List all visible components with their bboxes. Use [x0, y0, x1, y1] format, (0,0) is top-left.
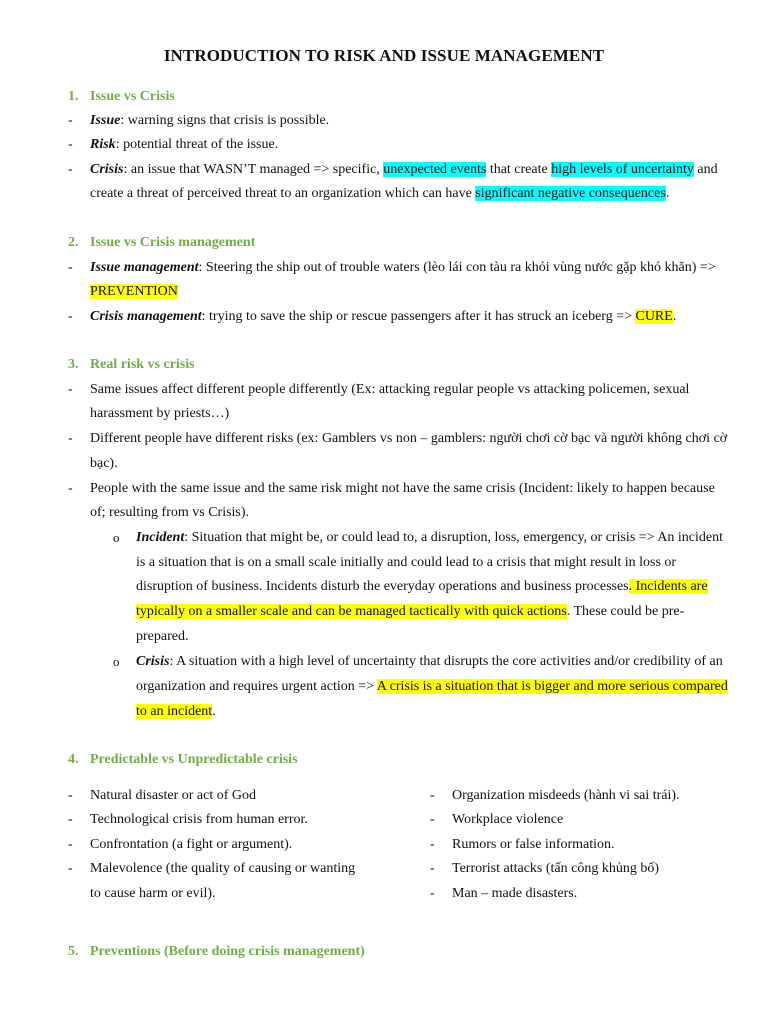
real-risk-point-1-line-1: Same issues affect different people differently (Ex: attacking regular people vs attacking policemen, sexual: [90, 382, 690, 397]
unpredictable-item: Workplace violence: [452, 812, 564, 827]
crisis-definition-line-1: Crisis: an issue that WASN’T managed => specific, unexpected events that create high levels of uncertainty and: [90, 162, 718, 177]
bullet-dash: -: [430, 886, 435, 901]
bullet-dash: -: [430, 788, 435, 803]
predictable-item: Natural disaster or act of God: [90, 788, 256, 803]
unpredictable-item: Man – made disasters.: [452, 886, 578, 901]
incident-line-4: typically on a smaller scale and can be managed tactically with quick actions. These could be pre-: [136, 604, 685, 619]
bullet-dash: -: [430, 812, 435, 827]
bullet-dash: -: [68, 382, 73, 397]
incident-line-5: prepared.: [136, 629, 189, 644]
sub-bullet-circle: o: [113, 654, 120, 669]
crisis-subpoint-line-1: Crisis: A situation with a high level of uncertainty that disrupts the core activities and/or credibility of an: [136, 654, 723, 669]
section-2-heading: 2. Issue vs Crisis management: [68, 235, 256, 250]
crisis-management-line: Crisis management: trying to save the ship or rescue passengers after it has struck an iceberg => CURE.: [90, 309, 677, 324]
section-3-heading: 3. Real risk vs crisis: [68, 357, 195, 372]
bullet-dash: -: [68, 481, 73, 496]
issue-management-line-1: Issue management: Steering the ship out of trouble waters (lèo lái con tàu ra khỏi vùng nước gặp khó khăn) =>: [90, 260, 716, 275]
issue-definition: Issue: warning signs that crisis is possible.: [90, 113, 330, 128]
section-1-heading: 1. Issue vs Crisis: [68, 89, 175, 104]
unpredictable-item: Organization misdeeds (hành vi sai trái).: [452, 788, 680, 803]
real-risk-point-3-line-2: of; resulting from vs Crisis).: [90, 505, 250, 520]
bullet-dash: -: [68, 113, 73, 128]
unpredictable-item: Rumors or false information.: [452, 837, 615, 852]
bullet-dash: -: [68, 162, 73, 177]
sub-bullet-circle: o: [113, 530, 120, 545]
incident-line-3: disruption of business. Incidents disturb the everyday operations and business processes. Incidents are: [136, 579, 708, 594]
crisis-subpoint-line-2: organization and requires urgent action => A crisis is a situation that is bigger and more serious compared: [136, 679, 728, 694]
bullet-dash: -: [68, 431, 73, 446]
bullet-dash: -: [68, 260, 73, 275]
issue-management-line-2: PREVENTION: [90, 284, 178, 299]
bullet-dash: -: [68, 861, 73, 876]
bullet-dash: -: [68, 309, 73, 324]
crisis-definition-line-2: create a threat of perceived threat to an organization which can have significant negative consequences.: [90, 186, 670, 201]
incident-line-1: Incident: Situation that might be, or could lead to, a disruption, loss, emergency, or crisis => An incident: [136, 530, 723, 545]
bullet-dash: -: [430, 861, 435, 876]
predictable-item: Technological crisis from human error.: [90, 812, 308, 827]
crisis-subpoint-line-3: to an incident.: [136, 704, 216, 719]
bullet-dash: -: [430, 837, 435, 852]
bullet-dash: -: [68, 837, 73, 852]
document-title: INTRODUCTION TO RISK AND ISSUE MANAGEMENT: [163, 46, 605, 65]
unpredictable-item: Terrorist attacks (tấn công khủng bố): [452, 861, 660, 876]
incident-line-2: is a situation that is on a small scale initially and could lead to a crisis that might result in loss or: [136, 555, 677, 570]
section-4-heading: 4. Predictable vs Unpredictable crisis: [68, 752, 298, 767]
risk-definition: Risk: potential threat of the issue.: [90, 137, 279, 152]
real-risk-point-2-line-2: bạc).: [90, 456, 118, 471]
predictable-item-continued: to cause harm or evil).: [90, 886, 216, 901]
predictable-item: Confrontation (a fight or argument).: [90, 837, 293, 852]
real-risk-point-1-line-2: harassment by priests…): [90, 406, 230, 421]
real-risk-point-3-line-1: People with the same issue and the same risk might not have the same crisis (Incident: likely to happen because: [90, 481, 715, 496]
bullet-dash: -: [68, 137, 73, 152]
predictable-item: Malevolence (the quality of causing or wanting: [90, 861, 356, 876]
bullet-dash: -: [68, 812, 73, 827]
section-5-heading: 5. Preventions (Before doing crisis management): [68, 944, 365, 959]
bullet-dash: -: [68, 788, 73, 803]
real-risk-point-2-line-1: Different people have different risks (ex: Gamblers vs non – gamblers: người chơi cờ bạc và người không chơi cờ: [90, 431, 728, 446]
